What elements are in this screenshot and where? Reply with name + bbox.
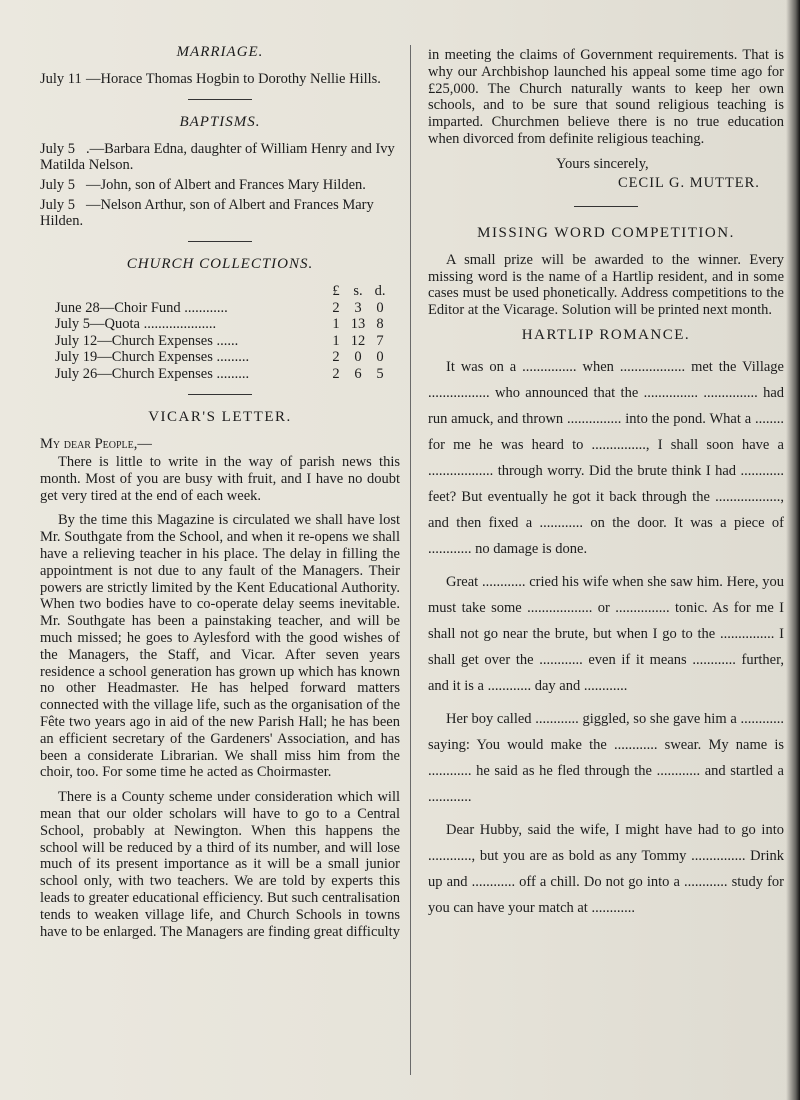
- page-edge-shadow: [786, 0, 800, 1100]
- collection-pence: 0: [376, 299, 384, 316]
- section-rule: [188, 99, 252, 100]
- collections-header-row: [55, 283, 391, 300]
- collection-shillings: 12: [350, 332, 366, 349]
- pounds-column-header: £: [332, 283, 340, 299]
- competition-heading: MISSING WORD COMPETITION.: [477, 224, 735, 241]
- table-row: [55, 316, 391, 333]
- collection-pence: 0: [376, 349, 384, 365]
- letter-closing: Yours sincerely,: [556, 155, 649, 172]
- collection-pence: 7: [376, 332, 384, 349]
- entry-date: July 5: [40, 177, 76, 193]
- right-column: [428, 47, 784, 928]
- collections-table: [55, 283, 391, 382]
- competition-text: A small prize will be awarded to the winner. Every missing word is the name of a Hartlip resident, and in some cases must be used phonetically. Address competitions to the Editor at the Vicarage. Solution will be printed next month.: [428, 251, 784, 319]
- letter-paragraph: There is a County scheme under consideration which will mean that our older scholars will have to go to a Central School, probably at Newington. When this happens the school will be reduced by a third of its number, and will lose much of its present importance as it will be a small junior school only, with two teachers. We are told by experts this leads to greater educational efficiency. But such centralisation tends to weaken village life, and Church Schools in towns have to be enlarged. The Managers are finding great difficulty: [40, 789, 400, 940]
- romance-paragraph: Dear Hubby, said the wife, I might have had to go into ............, but you are as bold as any Tommy ............... Drink up and ............ off a chill. Do not go into a ............ study for you can have your match at ............: [428, 821, 784, 916]
- collection-pounds: 1: [332, 316, 340, 332]
- romance-paragraph: Her boy called ............ giggled, so she gave him a ............ saying: You would make the ............ swear. My name is ............ he said as he fled through the ............ and startled a ............: [428, 710, 784, 805]
- baptism-entry: [40, 141, 400, 173]
- letter-signature: CECIL G. MUTTER.: [618, 174, 760, 191]
- collection-description: July 5—Quota ....................: [55, 316, 217, 332]
- collection-shillings: 13: [350, 316, 366, 332]
- baptism-entry: [40, 197, 400, 229]
- romance-heading: HARTLIP ROMANCE.: [521, 326, 691, 343]
- section-rule: [574, 206, 638, 207]
- letter-salutation: My dear People,—: [40, 436, 152, 452]
- collections-heading: CHURCH COLLECTIONS.: [126, 256, 314, 272]
- table-row: [55, 349, 391, 366]
- collection-shillings: 3: [354, 299, 362, 316]
- collection-description: July 26—Church Expenses .........: [55, 365, 250, 382]
- collection-shillings: 0: [354, 349, 362, 365]
- shillings-column-header: s.: [353, 283, 363, 299]
- letter-continuation: in meeting the claims of Government requirements. That is why our Archbishop launched his appeal some time ago for £25,000. The Church naturally wants to keep her own schools, and to be sure that sound religious teaching is imparted. Churchmen believe there is no true education when divorced from definite religious teaching.: [428, 47, 784, 147]
- entry-date: July 5: [40, 141, 76, 157]
- left-column: [40, 44, 400, 948]
- collection-pounds: 2: [332, 299, 340, 316]
- collection-pounds: 2: [332, 365, 340, 382]
- pence-column-header: d.: [374, 283, 386, 299]
- collection-description: June 28—Choir Fund ............: [55, 299, 228, 316]
- entry-date: July 5: [40, 197, 76, 213]
- section-rule: [188, 394, 252, 395]
- collection-shillings: 6: [354, 365, 362, 382]
- collection-description: July 12—Church Expenses ......: [55, 332, 239, 349]
- marriage-entry: [40, 71, 400, 87]
- romance-paragraph: Great ............ cried his wife when she saw him. Here, you must take some .................. or ............... tonic. As for me I shall not go near the brute, but when I go to the ............... I shall get over the ............ even if it means ............ further, and it is a ............ day and ............: [428, 573, 784, 694]
- entry-text: .—Barbara Edna, daughter of William Henry and Ivy Matilda Nelson.: [40, 141, 395, 173]
- entry-text: —Nelson Arthur, son of Albert and Frances Mary Hilden.: [40, 197, 374, 229]
- marriage-heading: MARRIAGE.: [176, 44, 264, 60]
- entry-date: July 11: [40, 71, 82, 87]
- baptisms-heading: BAPTISMS.: [179, 114, 261, 130]
- entry-text: —Horace Thomas Hogbin to Dorothy Nellie Hills.: [86, 71, 381, 87]
- letter-paragraph: By the time this Magazine is circulated we shall have lost Mr. Southgate from the School, and when it re-opens we shall have a relieving teacher in his place. The delay in filling the appointment is not due to any fault of the Managers. Their powers are strictly limited by the Kent Educational Authority. When two bodies have to co-operate delay seems inevitable. Mr. Southgate has been a painstaking teacher, and will be much missed; he goes to Aylesford with the good wishes of the Managers, the Staff, and Vicar. After seven years residence a school generation has grown up which has known no other Headmaster. He has helped forward matters connected with the village life, such as the organisation of the Fête two years ago in aid of the new Parish Hall; he has been an efficient secretary of the Gardeners' Association, and has been a considerate Librarian. We shall miss him from the choir, too. For some time he acted as Choirmaster.: [40, 512, 400, 781]
- vicar-letter-heading: VICAR'S LETTER.: [148, 409, 292, 425]
- collection-pence: 8: [376, 316, 384, 332]
- letter-paragraph: There is little to write in the way of parish news this month. Most of you are busy with fruit, and I have no doubt get very tired at the end of each week.: [40, 454, 400, 504]
- table-row: [55, 366, 391, 383]
- collection-pounds: 1: [332, 332, 340, 349]
- column-divider: [410, 45, 411, 1075]
- table-row: [55, 300, 391, 317]
- baptism-entry: [40, 177, 400, 193]
- section-rule: [188, 241, 252, 242]
- table-row: [55, 333, 391, 350]
- collection-pence: 5: [376, 365, 384, 382]
- romance-paragraph: It was on a ............... when .................. met the Village ................. who announced that the ............... ............... had run amuck, and thrown ............... into the pond. What a ........ for me he was heard to ..............., I shall soon have a .................. through worry. Did the brute think I had ............ feet? But eventually he got it back through the .................., and then fixed a ............ on the door. It was a piece of ............ no damage is done.: [428, 358, 784, 557]
- collection-description: July 19—Church Expenses .........: [55, 349, 250, 365]
- collection-pounds: 2: [332, 349, 340, 365]
- entry-text: —John, son of Albert and Frances Mary Hilden.: [86, 177, 366, 193]
